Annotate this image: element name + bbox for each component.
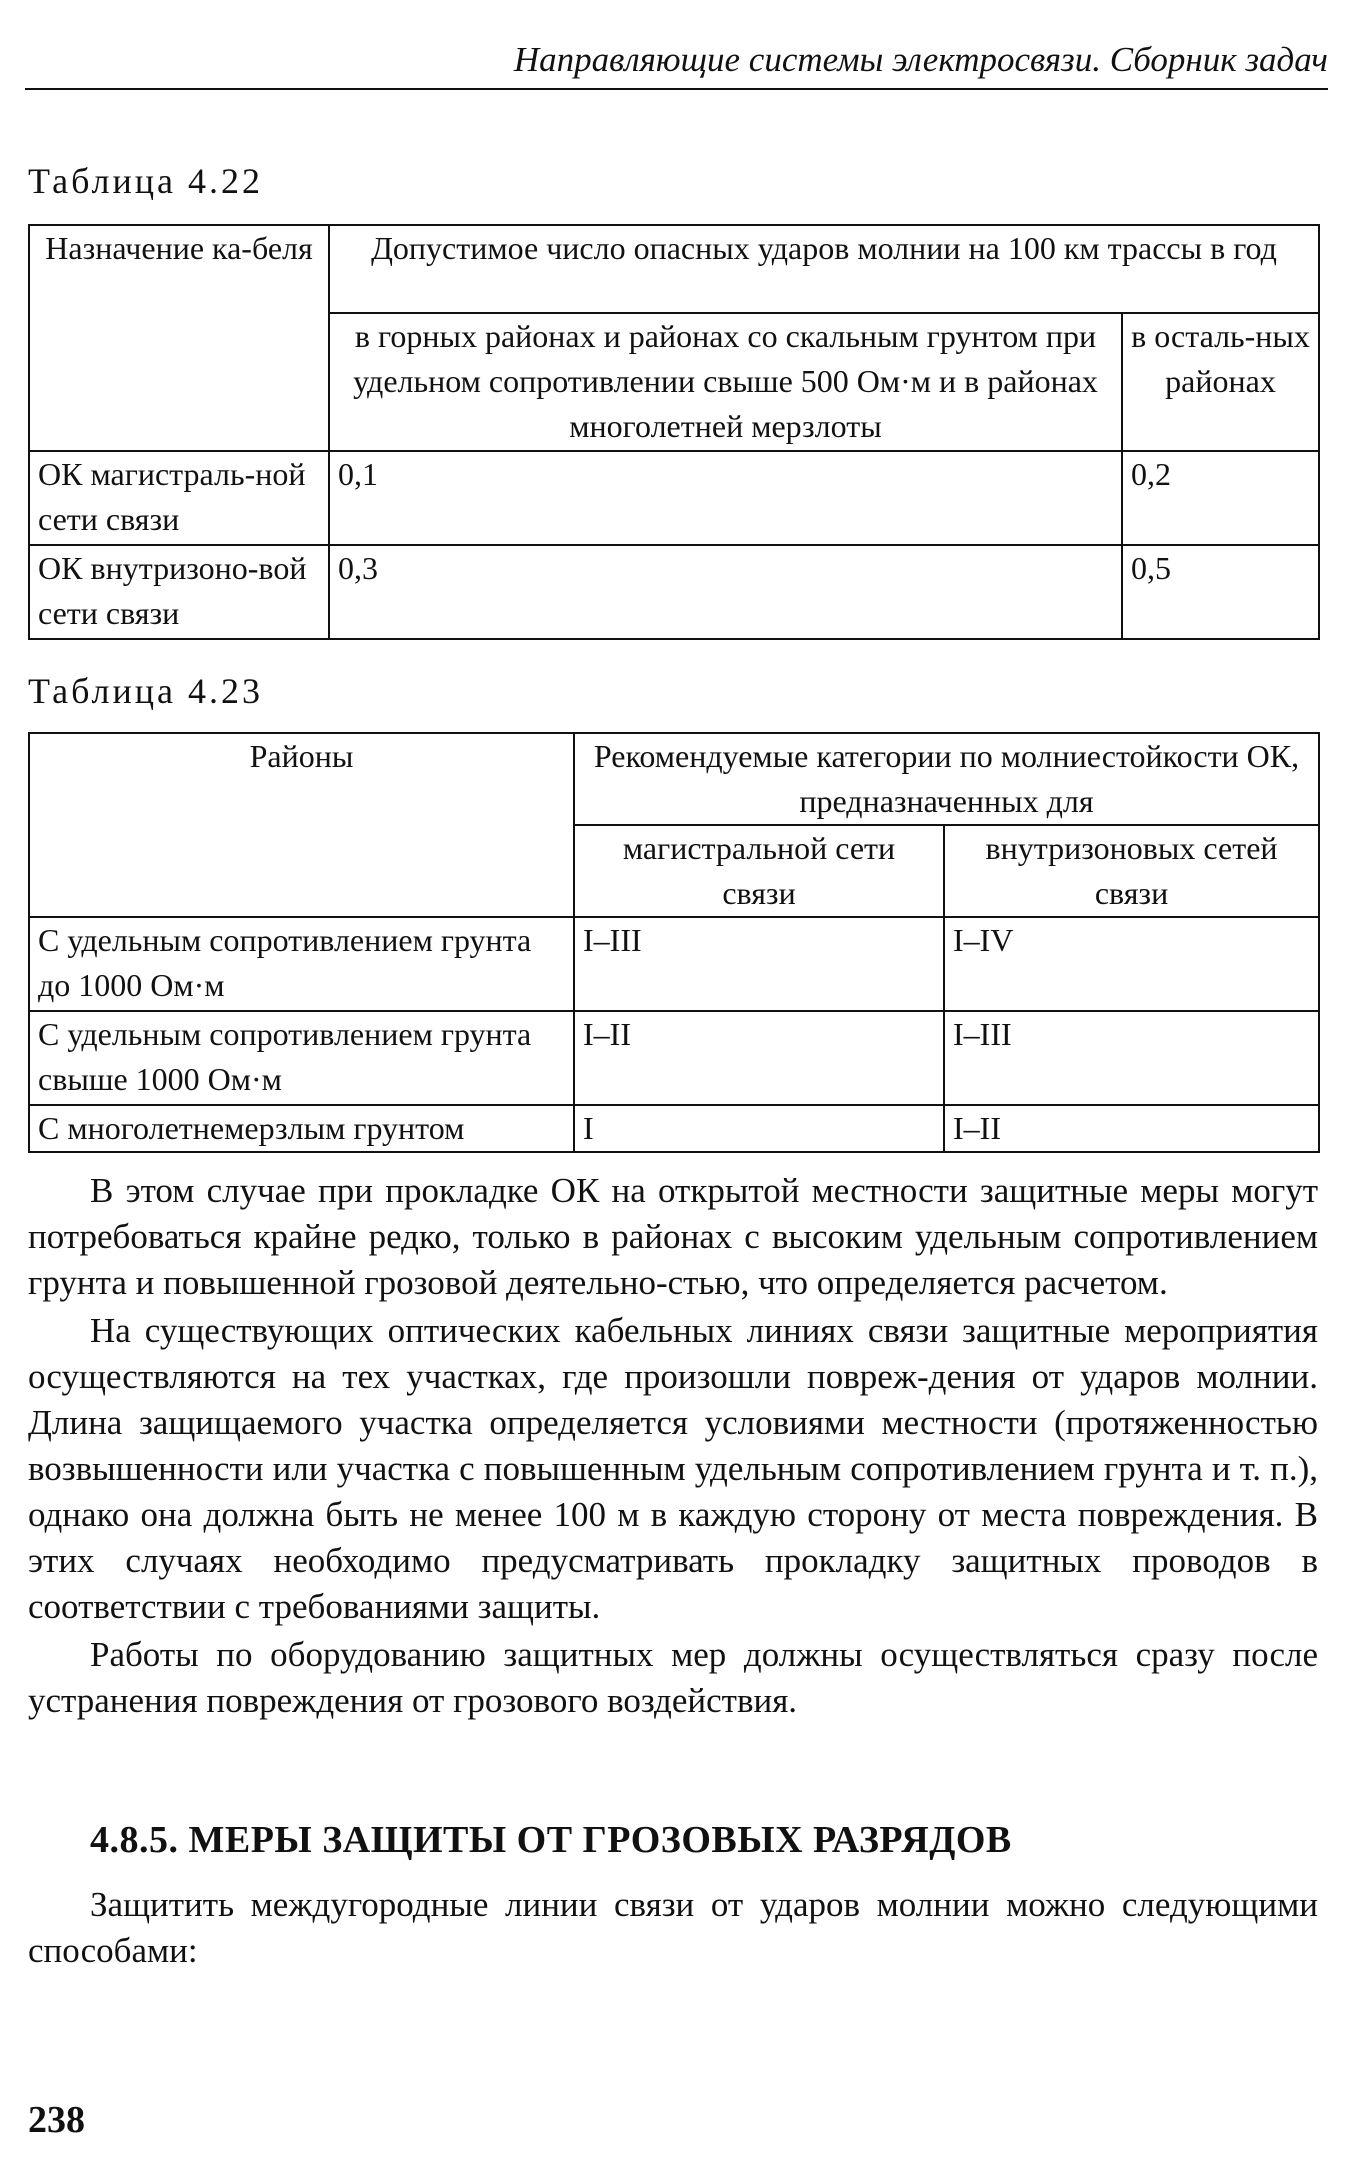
t422-row2-purpose: ОК внутризоно-вой сети связи <box>29 545 329 639</box>
t422-row1-purpose: ОК магистраль-ной сети связи <box>29 451 329 545</box>
t422-header-purpose: Назначение ка-беля <box>29 225 329 451</box>
page-number: 238 <box>28 2099 85 2141</box>
t423-header-regions: Районы <box>29 733 574 917</box>
t423-row3-region: С многолетнемерзлым грунтом <box>29 1105 574 1152</box>
t422-row1-other: 0,2 <box>1122 451 1319 545</box>
t423-header-intrazone: внутризоновых сетей связи <box>944 825 1319 917</box>
t422-header-main: Допустимое число опасных ударов молнии на 100 км трассы в год <box>329 225 1319 313</box>
table-row <box>29 451 1319 545</box>
table-4-22-caption: Таблица 4.22 <box>28 161 263 201</box>
t423-row1-trunk: I–III <box>574 917 944 1011</box>
table-row <box>29 1105 1319 1152</box>
running-head: Направляющие системы электросвязи. Сборник задач <box>25 40 1328 90</box>
t423-row3-intrazone: I–II <box>944 1105 1319 1152</box>
t422-header-mountain: в горных районах и районах со скальным грунтом при удельном сопротивлении свыше 500 Ом·м и в районах многолетней мерзлоты <box>329 313 1122 451</box>
paragraph: Работы по оборудованию защитных мер должны осуществляться сразу после устранения повреждения от грозового воздействия. <box>28 1635 1318 1720</box>
t423-row2-intrazone: I–III <box>944 1011 1319 1105</box>
closing-text <box>28 1882 1318 1974</box>
t422-header-other: в осталь-ных районах <box>1122 313 1319 451</box>
table-4-22 <box>28 224 1320 640</box>
paragraph: На существующих оптических кабельных линиях связи защитные мероприятия осуществляются на тех участках, где произошли повреж-дения от ударов молнии. Длина защищаемого участка определяется условиями местности (протяженностью возвышенности или участка с повышенным удельным сопротивлением грунта и т. п.), однако она должна быть не менее 100 м в каждую сторону от места повреждения. В этих случаях необходимо предусматривать прокладку защитных проводов в соответствии с требованиями защиты. <box>28 1311 1318 1626</box>
t422-row1-mountain: 0,1 <box>329 451 1122 545</box>
table-row <box>29 545 1319 639</box>
t422-row2-mountain: 0,3 <box>329 545 1122 639</box>
t423-row3-trunk: I <box>574 1105 944 1152</box>
t423-row1-region: С удельным сопротивлением грунта до 1000 Ом·м <box>29 917 574 1011</box>
table-4-23 <box>28 732 1320 1153</box>
t423-header-trunk: магистральной сети связи <box>574 825 944 917</box>
paragraph: В этом случае при прокладке ОК на открытой местности защитные меры могут потребоваться крайне редко, только в районах с высоким удельным сопротивлением грунта и повышенной грозовой деятельно-стью, что определяется расчетом. <box>28 1171 1318 1302</box>
t423-header-main: Рекомендуемые категории по молниестойкости ОК, предназначенных для <box>574 733 1319 825</box>
body-text <box>28 1168 1318 1724</box>
t422-row2-other: 0,5 <box>1122 545 1319 639</box>
paragraph: Защитить междугородные линии связи от ударов молнии можно следующими способами: <box>28 1885 1318 1970</box>
section-heading: 4.8.5. МЕРЫ ЗАЩИТЫ ОТ ГРОЗОВЫХ РАЗРЯДОВ <box>90 1819 1012 1861</box>
table-4-23-caption: Таблица 4.23 <box>28 671 263 711</box>
table-row <box>29 917 1319 1011</box>
t423-row2-region: С удельным сопротивлением грунта свыше 1000 Ом·м <box>29 1011 574 1105</box>
t423-row2-trunk: I–II <box>574 1011 944 1105</box>
table-row <box>29 1011 1319 1105</box>
t423-row1-intrazone: I–IV <box>944 917 1319 1011</box>
